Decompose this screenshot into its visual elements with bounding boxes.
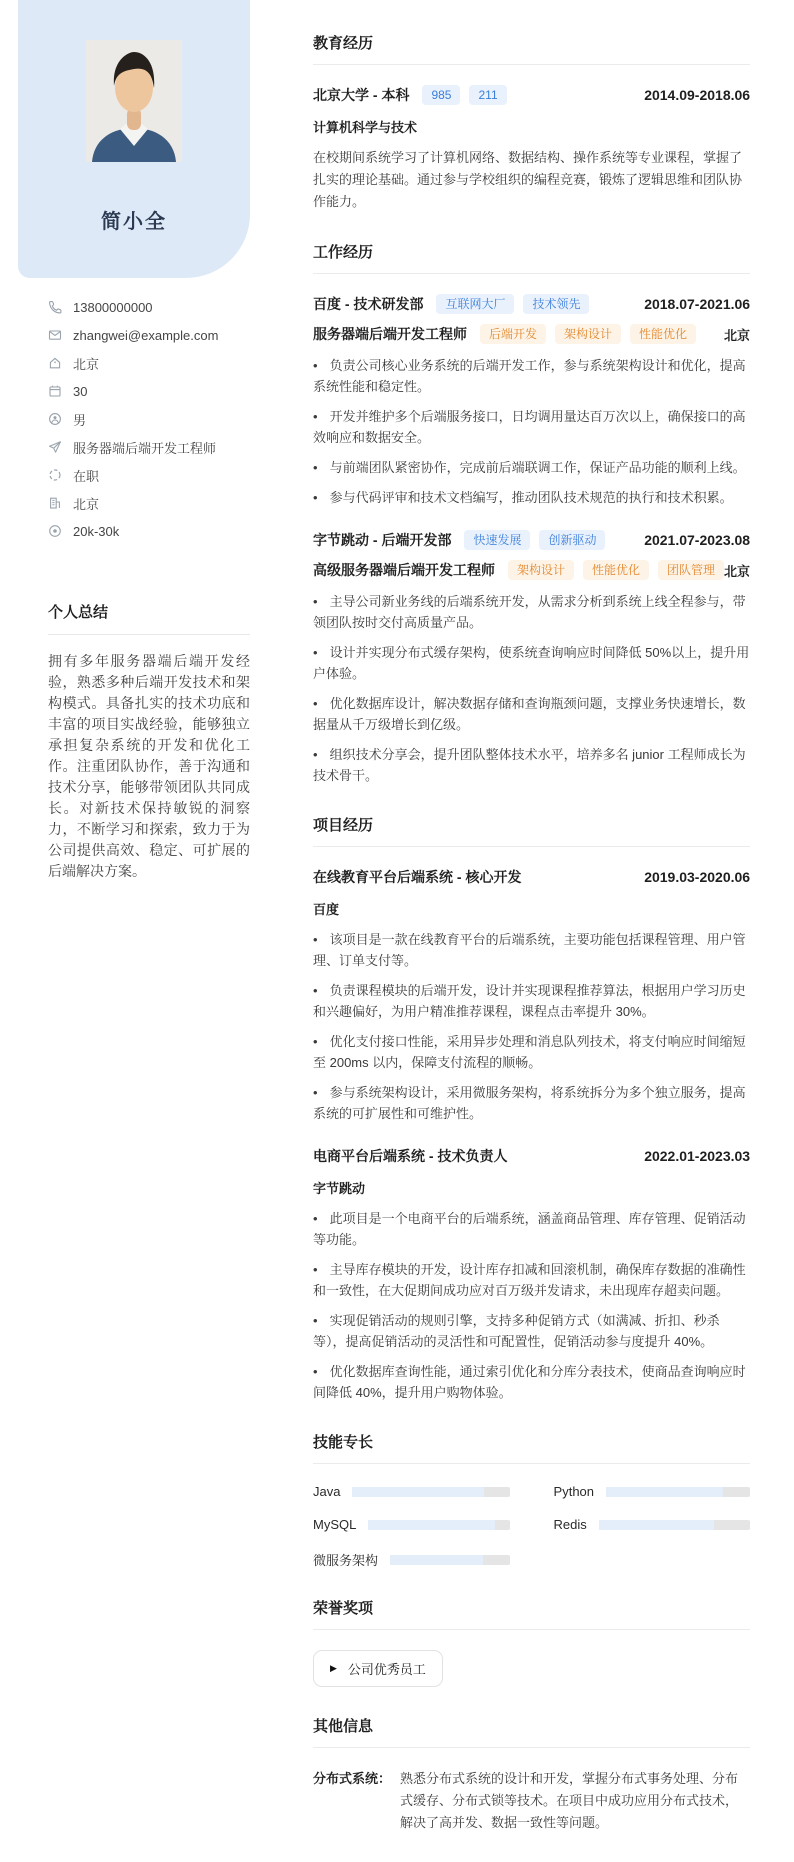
bullet-item: • 设计并实现分布式缓存架构，使系统查询响应时间降低 50%以上，提升用户体验。: [313, 645, 750, 681]
calendar-icon: [48, 384, 62, 398]
bullet-item: • 参与代码评审和技术文档编写，推动团队技术规范的执行和技术积累。: [313, 490, 733, 505]
bullet-dot: •: [313, 1211, 318, 1226]
skill-bar-fill: [352, 1487, 484, 1497]
project-name: 在线教育平台后端系统 - 核心开发: [313, 869, 522, 885]
mail-icon: [48, 328, 62, 342]
bullet-item: • 优化数据库设计，解决数据存储和查询瓶颈问题，支撑业务快速增长，数据量从千万级增长到亿级。: [313, 696, 746, 732]
education-date: 2014.09-2018.06: [644, 87, 751, 103]
bullet-item: • 参与系统架构设计，采用微服务架构，将系统拆分为多个独立服务，提高系统的可扩展性和可维护性。: [313, 1085, 746, 1121]
role-tag: 后端开发: [480, 324, 546, 344]
job-role: 高级服务器端后端开发工程师: [313, 562, 495, 578]
other-info-item: [313, 1768, 750, 1834]
project-bullets: [313, 929, 750, 1124]
play-icon: ▶: [330, 1663, 337, 1673]
contact-value: 男: [73, 412, 87, 428]
contact-value: 13800000000: [73, 299, 153, 315]
work-location: 北京: [724, 327, 751, 343]
personal-summary-title: 个人总结: [48, 601, 250, 635]
school-badge: 211: [469, 85, 506, 105]
bullet-item: • 该项目是一款在线教育平台的后端系统，主要功能包括课程管理、用户管理、订单支付等。: [313, 932, 746, 968]
contact-value: 30: [73, 383, 88, 399]
contact-list: [18, 293, 250, 545]
skill-bar: [352, 1487, 509, 1497]
project-date: 2019.03-2020.06: [644, 869, 751, 885]
bullet-dot: •: [313, 594, 318, 609]
other-info-label: 分布式系统：: [313, 1771, 392, 1786]
bullet-item: • 组织技术分享会，提升团队整体技术水平，培养多名 junior 工程师成长为技术骨干。: [313, 747, 746, 783]
bullet-dot: •: [313, 747, 318, 762]
bullet-dot: •: [313, 1085, 318, 1100]
skill-bar: [390, 1555, 510, 1565]
contact-job-intent: [48, 433, 250, 461]
bullet-dot: •: [313, 460, 318, 475]
contact-phone: [48, 293, 250, 321]
skills-grid: [313, 1484, 750, 1569]
contact-value: 北京: [73, 356, 100, 372]
major-name: 计算机科学与技术: [313, 120, 418, 135]
profile-card: [18, 0, 250, 278]
skill-bar: [606, 1487, 750, 1497]
honors-title: 荣誉奖项: [313, 1597, 750, 1630]
paper-plane-icon: [48, 440, 62, 454]
bullet-item: • 此项目是一个电商平台的后端系统，涵盖商品管理、库存管理、促销活动等功能。: [313, 1211, 746, 1247]
school-name: 北京大学 - 本科: [313, 87, 410, 103]
skill-bar-fill: [368, 1520, 495, 1530]
personal-summary-section: [18, 601, 250, 882]
sidebar: [18, 0, 250, 1862]
contact-value: zhangwei@example.com: [73, 327, 219, 343]
bullet-item: • 与前端团队紧密协作，完成前后端联调工作，保证产品功能的顺利上线。: [313, 460, 746, 475]
bullet-dot: •: [313, 358, 318, 373]
skill-bar: [368, 1520, 509, 1530]
skill-name: Python: [553, 1484, 595, 1499]
skill-item: [313, 1517, 510, 1532]
skill-item: [313, 1550, 510, 1569]
profile-photo: [86, 40, 182, 162]
skill-name: Java: [313, 1484, 341, 1499]
candidate-name: 简小全: [101, 211, 167, 233]
portrait-illustration: [86, 40, 182, 162]
contact-salary: [48, 517, 250, 545]
bullet-item: • 负责课程模块的后端开发，设计并实现课程推荐算法，根据用户学习历史和兴趣偏好，为用户精准推荐课程，课程点击率提升 30%。: [313, 983, 746, 1019]
salary-icon: [48, 524, 62, 538]
role-tag: 性能优化: [630, 324, 696, 344]
other-info-text: 熟悉分布式系统的设计和开发，掌握分布式事务处理、分布式缓存、分布式锁等技术。在项目中成功应用分布式技术，解决了高并发、数据一致性等问题。: [400, 1771, 739, 1830]
status-icon: [48, 468, 62, 482]
project-bullets: [313, 1208, 750, 1403]
job-role: 服务器端后端开发工程师: [313, 326, 467, 342]
skill-name: 微服务架构: [313, 1553, 379, 1568]
bullet-dot: •: [313, 1313, 318, 1328]
work-date: 2018.07-2021.06: [644, 296, 751, 312]
bullet-item: • 优化支付接口性能，采用异步处理和消息队列技术，将支付响应时间缩短至 200ms 以内，保障支付流程的顺畅。: [313, 1034, 746, 1070]
personal-summary-text: 拥有多年服务器端后端开发经验，熟悉多种后端开发技术和架构模式。具备扎实的技术功底和丰富的项目实战经验，能够独立承担复杂系统的开发和优化工作。注重团队协作，善于沟通和技术分享，能够带领团队共同成长。对新技术保持敏锐的洞察力，不断学习和探索，致力于为公司提供高效、稳定、可扩展的后端解决方案。: [48, 653, 250, 879]
work-entry: [313, 294, 750, 508]
bullet-dot: •: [313, 409, 318, 424]
role-tag: 架构设计: [555, 324, 621, 344]
contact-value: 20k-30k: [73, 523, 120, 539]
bullet-dot: •: [313, 645, 318, 660]
contact-value: 在职: [73, 468, 100, 484]
honors-section: [313, 1597, 750, 1687]
contact-value: 北京: [73, 496, 100, 512]
company-tag: 快速发展: [464, 530, 530, 550]
project-date: 2022.01-2023.03: [644, 1148, 751, 1164]
work-location: 北京: [724, 563, 751, 579]
company-tag: 技术领先: [523, 294, 589, 314]
education-description: 在校期间系统学习了计算机网络、数据结构、操作系统等专业课程，掌握了扎实的理论基础。通过参与学校组织的编程竞赛，锻炼了逻辑思维和团队协作能力。: [313, 150, 743, 209]
contact-age: [48, 377, 250, 405]
skill-item: [554, 1484, 751, 1499]
bullet-dot: •: [313, 932, 318, 947]
skill-bar-fill: [599, 1520, 714, 1530]
education-title: 教育经历: [313, 32, 750, 65]
education-entry: [313, 85, 750, 213]
contact-location: [48, 349, 250, 377]
other-info-section: [313, 1715, 750, 1834]
work-entry: [313, 530, 750, 786]
home-icon: [48, 356, 62, 370]
skills-section: [313, 1431, 750, 1569]
work-bullets: [313, 355, 750, 508]
contact-value: 服务器端后端开发工程师: [73, 440, 217, 456]
honor-label: 公司优秀员工: [347, 1662, 426, 1677]
bullet-dot: •: [313, 490, 318, 505]
building-icon: [48, 496, 62, 510]
contact-status: [48, 461, 250, 489]
contact-gender: [48, 405, 250, 433]
bullet-item: • 优化数据库查询性能，通过索引优化和分库分表技术，使商品查询响应时间降低 40%，提升用户购物体验。: [313, 1364, 746, 1400]
contact-city: [48, 489, 250, 517]
company-name: 百度 - 技术研发部: [313, 296, 424, 312]
projects-section: [313, 814, 750, 1403]
bullet-item: • 负责公司核心业务系统的后端开发工作，参与系统架构设计和优化，提高系统性能和稳定性。: [313, 358, 746, 394]
skill-item: [554, 1517, 751, 1532]
company-tag: 创新驱动: [539, 530, 605, 550]
honor-chip-button[interactable]: [313, 1650, 443, 1687]
bullet-item: • 主导库存模块的开发，设计库存扣减和回滚机制，确保库存数据的准确性和一致性，在大促期间成功应对百万级并发请求，未出现库存超卖问题。: [313, 1262, 746, 1298]
bullet-dot: •: [313, 1034, 318, 1049]
gender-icon: [48, 412, 62, 426]
role-tag: 团队管理: [658, 560, 724, 580]
work-date: 2021.07-2023.08: [644, 532, 751, 548]
bullet-item: • 开发并维护多个后端服务接口，日均调用量达百万次以上，确保接口的高效响应和数据安全。: [313, 409, 746, 445]
bullet-dot: •: [313, 983, 318, 998]
work-title: 工作经历: [313, 241, 750, 274]
project-entry: [313, 867, 750, 1124]
main-content: [313, 0, 750, 1862]
project-company: 字节跳动: [313, 1181, 366, 1196]
project-name: 电商平台后端系统 - 技术负责人: [313, 1148, 508, 1164]
role-tag: 性能优化: [583, 560, 649, 580]
work-section: [313, 241, 750, 786]
projects-title: 项目经历: [313, 814, 750, 847]
role-tag: 架构设计: [508, 560, 574, 580]
contact-email: [48, 321, 250, 349]
phone-icon: [48, 300, 62, 314]
skill-bar-fill: [606, 1487, 723, 1497]
skill-bar-fill: [390, 1555, 483, 1565]
education-section: [313, 32, 750, 213]
company-tag: 互联网大厂: [436, 294, 514, 314]
project-entry: [313, 1146, 750, 1403]
skill-name: MySQL: [313, 1517, 357, 1532]
bullet-dot: •: [313, 1364, 318, 1379]
school-badge: 985: [422, 85, 460, 105]
work-bullets: [313, 591, 750, 786]
other-info-title: 其他信息: [313, 1715, 750, 1748]
skill-name: Redis: [553, 1517, 587, 1532]
company-name: 字节跳动 - 后端开发部: [313, 532, 452, 548]
bullet-item: • 实现促销活动的规则引擎，支持多种促销方式（如满减、折扣、秒杀等），提高促销活动的灵活性和可配置性，促销活动参与度提升 40%。: [313, 1313, 720, 1349]
skill-bar: [599, 1520, 750, 1530]
skills-title: 技能专长: [313, 1431, 750, 1464]
skill-item: [313, 1484, 510, 1499]
bullet-item: • 主导公司新业务线的后端系统开发，从需求分析到系统上线全程参与，带领团队按时交付高质量产品。: [313, 594, 746, 630]
bullet-dot: •: [313, 1262, 318, 1277]
bullet-dot: •: [313, 696, 318, 711]
project-company: 百度: [313, 902, 340, 917]
